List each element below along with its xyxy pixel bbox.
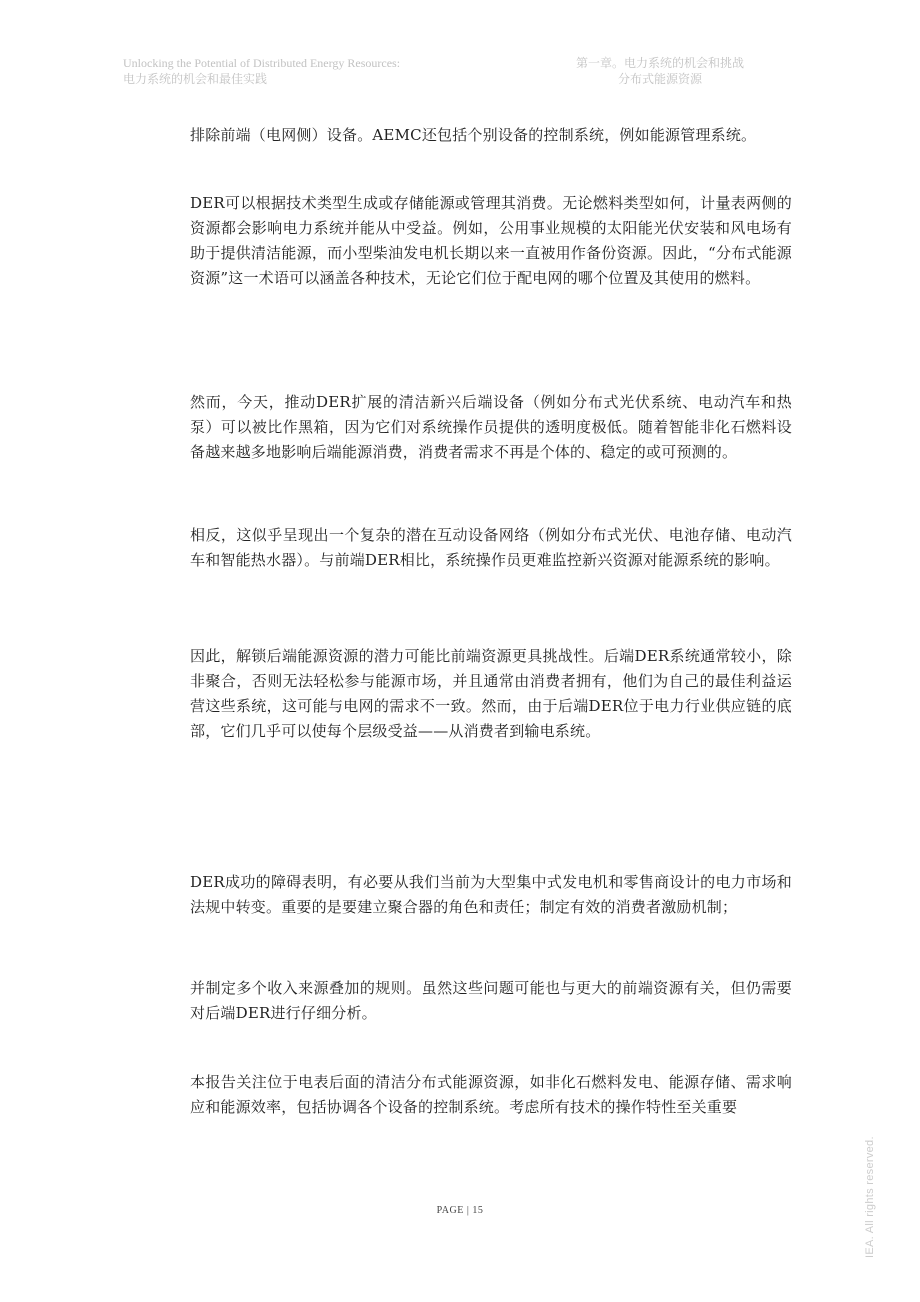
running-header-left	[123, 55, 503, 87]
copyright-watermark: IEA. All rights reserved.	[864, 1136, 876, 1258]
body-paragraph-6: DER成功的障碍表明，有必要从我们当前为大型集中式发电机和零售商设计的电力市场和法规中转变。重要的是要建立聚合器的角色和责任；制定有效的消费者激励机制；	[190, 873, 792, 916]
body-paragraph-5: 因此，解锁后端能源资源的潜力可能比前端资源更具挑战性。后端DER系统通常较小，除非聚合，否则无法轻松参与能源市场，并且通常由消费者拥有，他们为自己的最佳利益运营这些系统，这可能与电网的需求不一致。然而，由于后端DER位于电力行业供应链的底部，它们几乎可以使每个层级受益——从消费者到输电系统。	[190, 647, 792, 740]
body-paragraph-3: 然而，今天，推动DER扩展的清洁新兴后端设备（例如分布式光伏系统、电动汽车和热泵）可以被比作黑箱，因为它们对系统操作员提供的透明度极低。随着智能非化石燃料设备越来越多地影响后端能源消费，消费者需求不再是个体的、稳定的或可预测的。	[190, 393, 792, 461]
header-chapter-title: 第一章。电力系统的机会和挑战	[575, 56, 744, 70]
body-paragraph-7: 并制定多个收入来源叠加的规则。虽然这些问题可能也与更大的前端资源有关，但仍需要对后端DER进行仔细分析。	[190, 979, 792, 1022]
page-number: PAGE | 15	[436, 1205, 484, 1216]
body-paragraph-4: 相反，这似乎呈现出一个复杂的潜在互动设备网络（例如分布式光伏、电池存储、电动汽车和智能热水器）。与前端DER相比，系统操作员更难监控新兴资源对能源系统的影响。	[190, 526, 792, 569]
header-section-title: 分布式能源资源	[617, 72, 702, 86]
body-paragraph-8: 本报告关注位于电表后面的清洁分布式能源资源，如非化石燃料发电、能源存储、需求响应和能源效率，包括协调各个设备的控制系统。考虑所有技术的操作特性至关重要	[190, 1073, 792, 1116]
header-report-title: Unlocking the Potential of Distributed Energy Resources:	[123, 56, 401, 70]
header-report-subtitle: 电力系统的机会和最佳实践	[123, 72, 268, 86]
running-header-right	[540, 55, 780, 87]
body-paragraph-1: 排除前端（电网侧）设备。AEMC还包括个别设备的控制系统，例如能源管理系统。	[190, 126, 757, 144]
body-paragraph-2: DER可以根据技术类型生成或存储能源或管理其消费。无论燃料类型如何，计量表两侧的资源都会影响电力系统并能从中受益。例如，公用事业规模的太阳能光伏安装和风电场有助于提供清洁能源，而小型柴油发电机长期以来一直被用作备份资源。因此，“分布式能源资源”这一术语可以涵盖各种技术，无论它们位于配电网的哪个位置及其使用的燃料。	[190, 194, 792, 287]
